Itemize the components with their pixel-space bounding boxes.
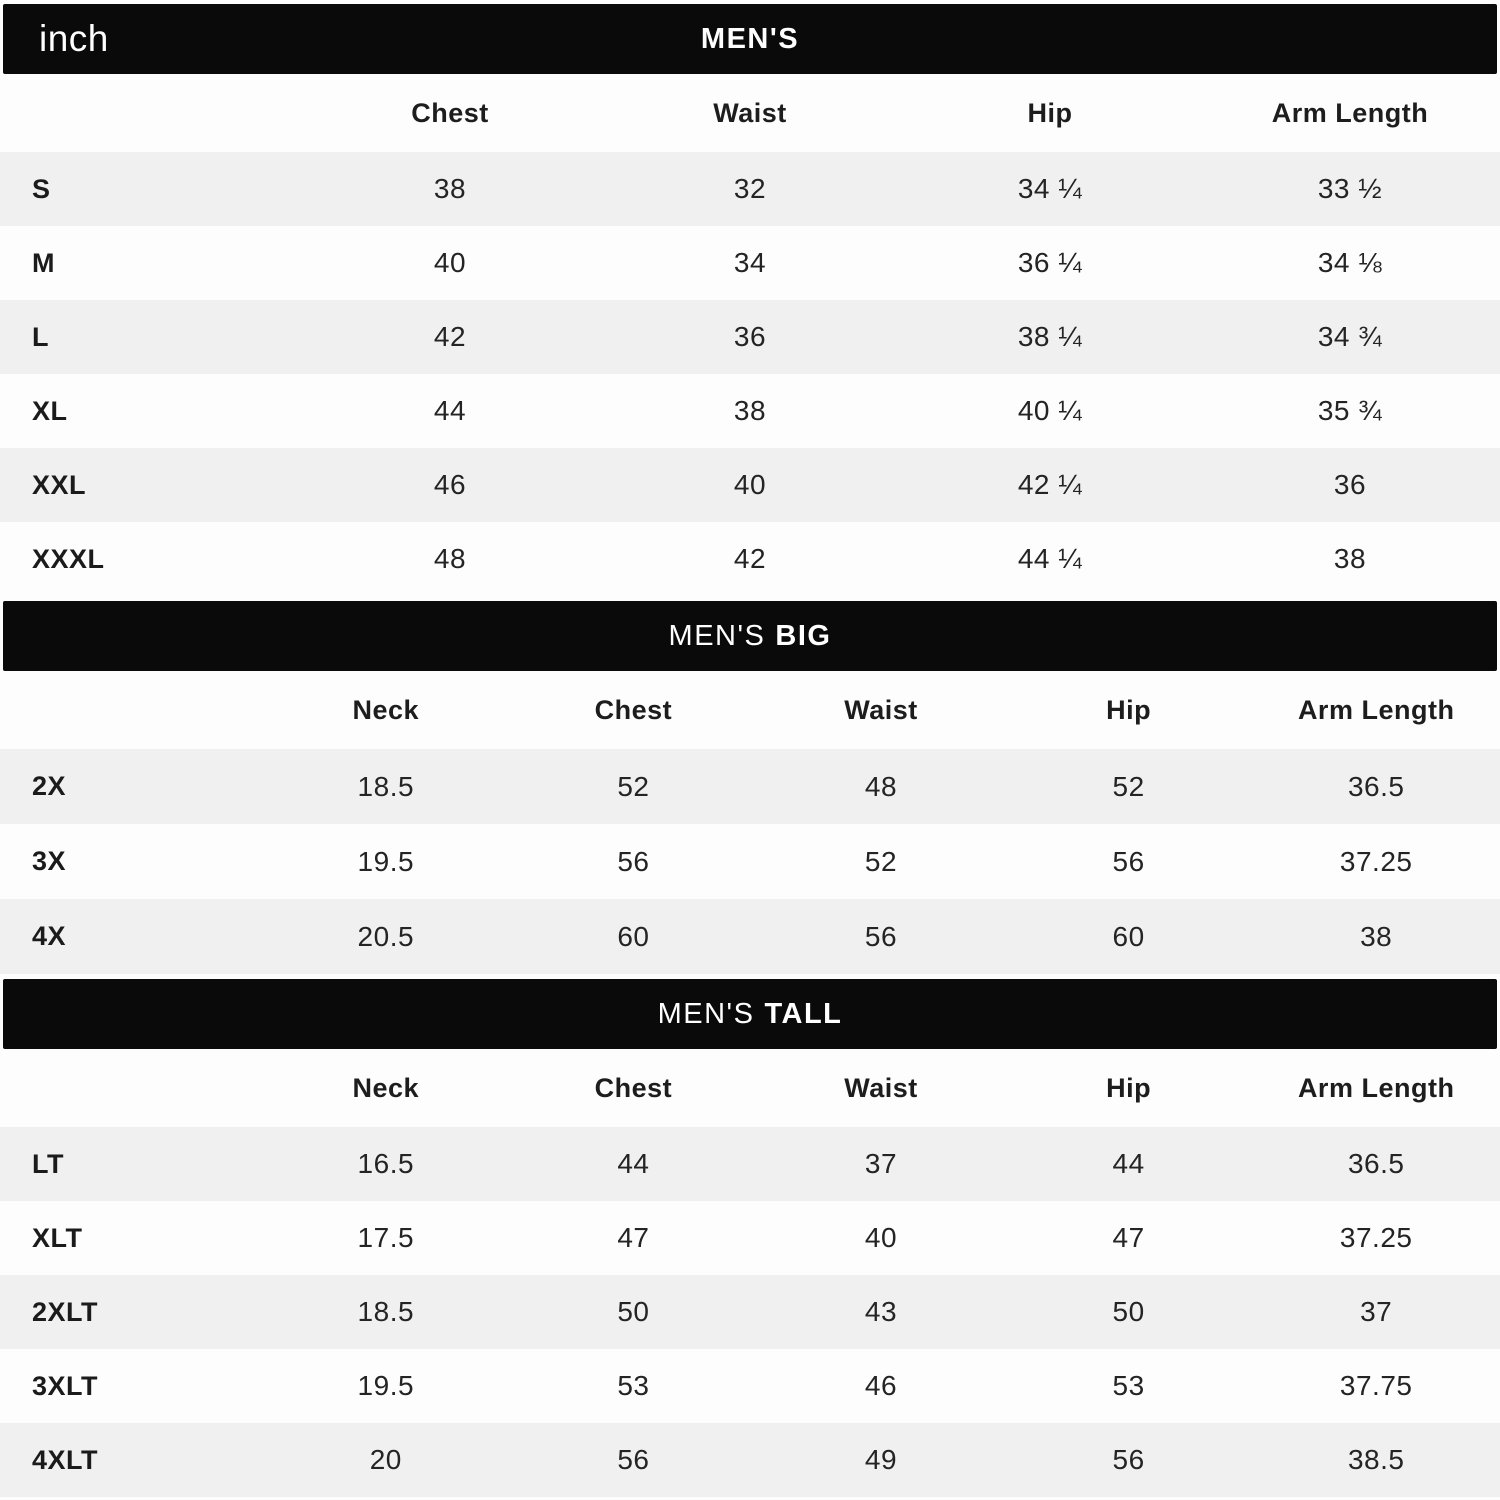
column-header: Hip [1106,1072,1152,1103]
size-column-header-blank [0,671,262,749]
size-label: 3X [32,846,67,876]
section-mens-tall [0,979,1500,1497]
value-cell: 53 [1112,1370,1145,1401]
size-label: 4XLT [32,1444,99,1475]
column-header: Chest [594,1072,673,1103]
value-cell: 20.5 [357,920,415,952]
section-header-bar-mens-big [3,601,1497,671]
section-title-bold: MEN'S [700,22,800,55]
table-row [0,1423,1500,1497]
section-header-bar-mens [3,4,1497,74]
section-mens [0,4,1500,596]
section-title-regular: MEN'S [657,997,755,1030]
value-cell: 53 [617,1370,650,1401]
table-row [0,448,1500,522]
value-cell: 36 ¼ [1017,247,1083,278]
value-cell: 16.5 [357,1148,415,1179]
value-cell: 47 [1112,1222,1145,1253]
value-cell: 52 [1112,770,1145,802]
value-cell: 40 [864,1222,898,1253]
value-cell: 37 [864,1148,898,1179]
size-column-header-blank [0,74,300,152]
value-cell: 37.75 [1339,1370,1413,1401]
value-cell: 34 ⅛ [1317,247,1383,278]
column-header: Chest [594,694,673,725]
value-cell: 20 [369,1444,402,1475]
value-cell: 52 [617,770,650,802]
value-cell: 19.5 [357,1370,415,1401]
size-label: 2XLT [32,1296,99,1327]
size-table-mens [0,74,1500,596]
unit-label: inch [39,18,109,59]
value-cell: 19.5 [357,845,415,877]
size-label: XXL [32,469,87,500]
table-row [0,749,1500,824]
table-row [0,1201,1500,1275]
value-cell: 40 [733,469,767,500]
value-cell: 38 [1360,920,1393,952]
value-cell: 46 [864,1370,898,1401]
value-cell: 44 ¼ [1017,543,1083,574]
table-row [0,226,1500,300]
table-row [0,1275,1500,1349]
value-cell: 48 [864,770,898,802]
value-cell: 36.5 [1347,1148,1405,1179]
value-cell: 44 [617,1148,650,1179]
value-cell: 38 ¼ [1017,321,1083,352]
column-header-row [0,1049,1500,1127]
value-cell: 37.25 [1339,1222,1413,1253]
value-cell: 40 ¼ [1017,395,1083,426]
column-header: Waist [713,97,787,128]
column-header: Waist [844,694,918,725]
size-label: S [32,173,51,204]
value-cell: 60 [1112,920,1145,952]
value-cell: 44 [433,395,467,426]
size-table-mens-tall [0,1049,1500,1497]
value-cell: 33 ½ [1317,173,1383,204]
column-header: Hip [1027,97,1073,128]
value-cell: 18.5 [357,770,415,802]
value-cell: 49 [864,1444,898,1475]
column-header: Arm Length [1297,694,1455,725]
value-cell: 56 [1112,845,1145,877]
value-cell: 34 ¾ [1317,321,1383,352]
value-cell: 38 [1333,543,1367,574]
size-label: XL [32,395,68,426]
value-cell: 56 [864,920,898,952]
table-row [0,300,1500,374]
table-row [0,152,1500,226]
table-row [0,374,1500,448]
column-header: Neck [352,1072,420,1103]
size-label: LT [32,1148,64,1179]
table-row [0,522,1500,596]
value-cell: 35 ¾ [1317,395,1383,426]
value-cell: 17.5 [357,1222,415,1253]
section-title-regular: MEN'S [668,619,766,652]
value-cell: 46 [433,469,467,500]
size-label: 4X [32,921,67,951]
value-cell: 36 [1333,469,1367,500]
column-header: Hip [1106,694,1152,725]
table-row [0,1127,1500,1201]
section-title-bold: TALL [764,997,843,1030]
column-header: Waist [844,1072,918,1103]
table-row [0,824,1500,899]
column-header-row [0,671,1500,749]
value-cell: 52 [864,845,898,877]
value-cell: 37.25 [1339,845,1413,877]
size-label: M [32,247,55,278]
size-label: 2X [32,771,67,801]
size-label: XXXL [32,543,105,574]
value-cell: 50 [617,1296,650,1327]
column-header-row [0,74,1500,152]
value-cell: 42 [433,321,467,352]
value-cell: 50 [1112,1296,1145,1327]
value-cell: 34 ¼ [1017,173,1083,204]
column-header: Arm Length [1271,97,1429,128]
section-header-bar-mens-tall [3,979,1497,1049]
value-cell: 38.5 [1347,1444,1405,1475]
value-cell: 32 [733,173,767,204]
size-label: L [32,321,49,352]
value-cell: 38 [433,173,467,204]
table-row [0,899,1500,974]
table-row [0,1349,1500,1423]
section-mens-big [0,601,1500,974]
value-cell: 48 [433,543,467,574]
value-cell: 36 [733,321,767,352]
value-cell: 56 [617,845,650,877]
value-cell: 42 [733,543,767,574]
value-cell: 36.5 [1347,770,1405,802]
size-column-header-blank [0,1049,262,1127]
value-cell: 44 [1112,1148,1145,1179]
size-label: XLT [32,1222,83,1253]
value-cell: 56 [617,1444,650,1475]
value-cell: 43 [864,1296,898,1327]
value-cell: 18.5 [357,1296,415,1327]
column-header: Chest [411,97,489,128]
value-cell: 34 [733,247,767,278]
value-cell: 47 [617,1222,650,1253]
column-header: Neck [352,694,420,725]
value-cell: 60 [617,920,650,952]
size-table-mens-big [0,671,1500,974]
value-cell: 42 ¼ [1017,469,1083,500]
value-cell: 37 [1360,1296,1393,1327]
column-header: Arm Length [1297,1072,1455,1103]
value-cell: 56 [1112,1444,1145,1475]
section-title-bold: BIG [775,619,832,652]
value-cell: 40 [433,247,467,278]
size-label: 3XLT [32,1370,99,1401]
value-cell: 38 [733,395,767,426]
